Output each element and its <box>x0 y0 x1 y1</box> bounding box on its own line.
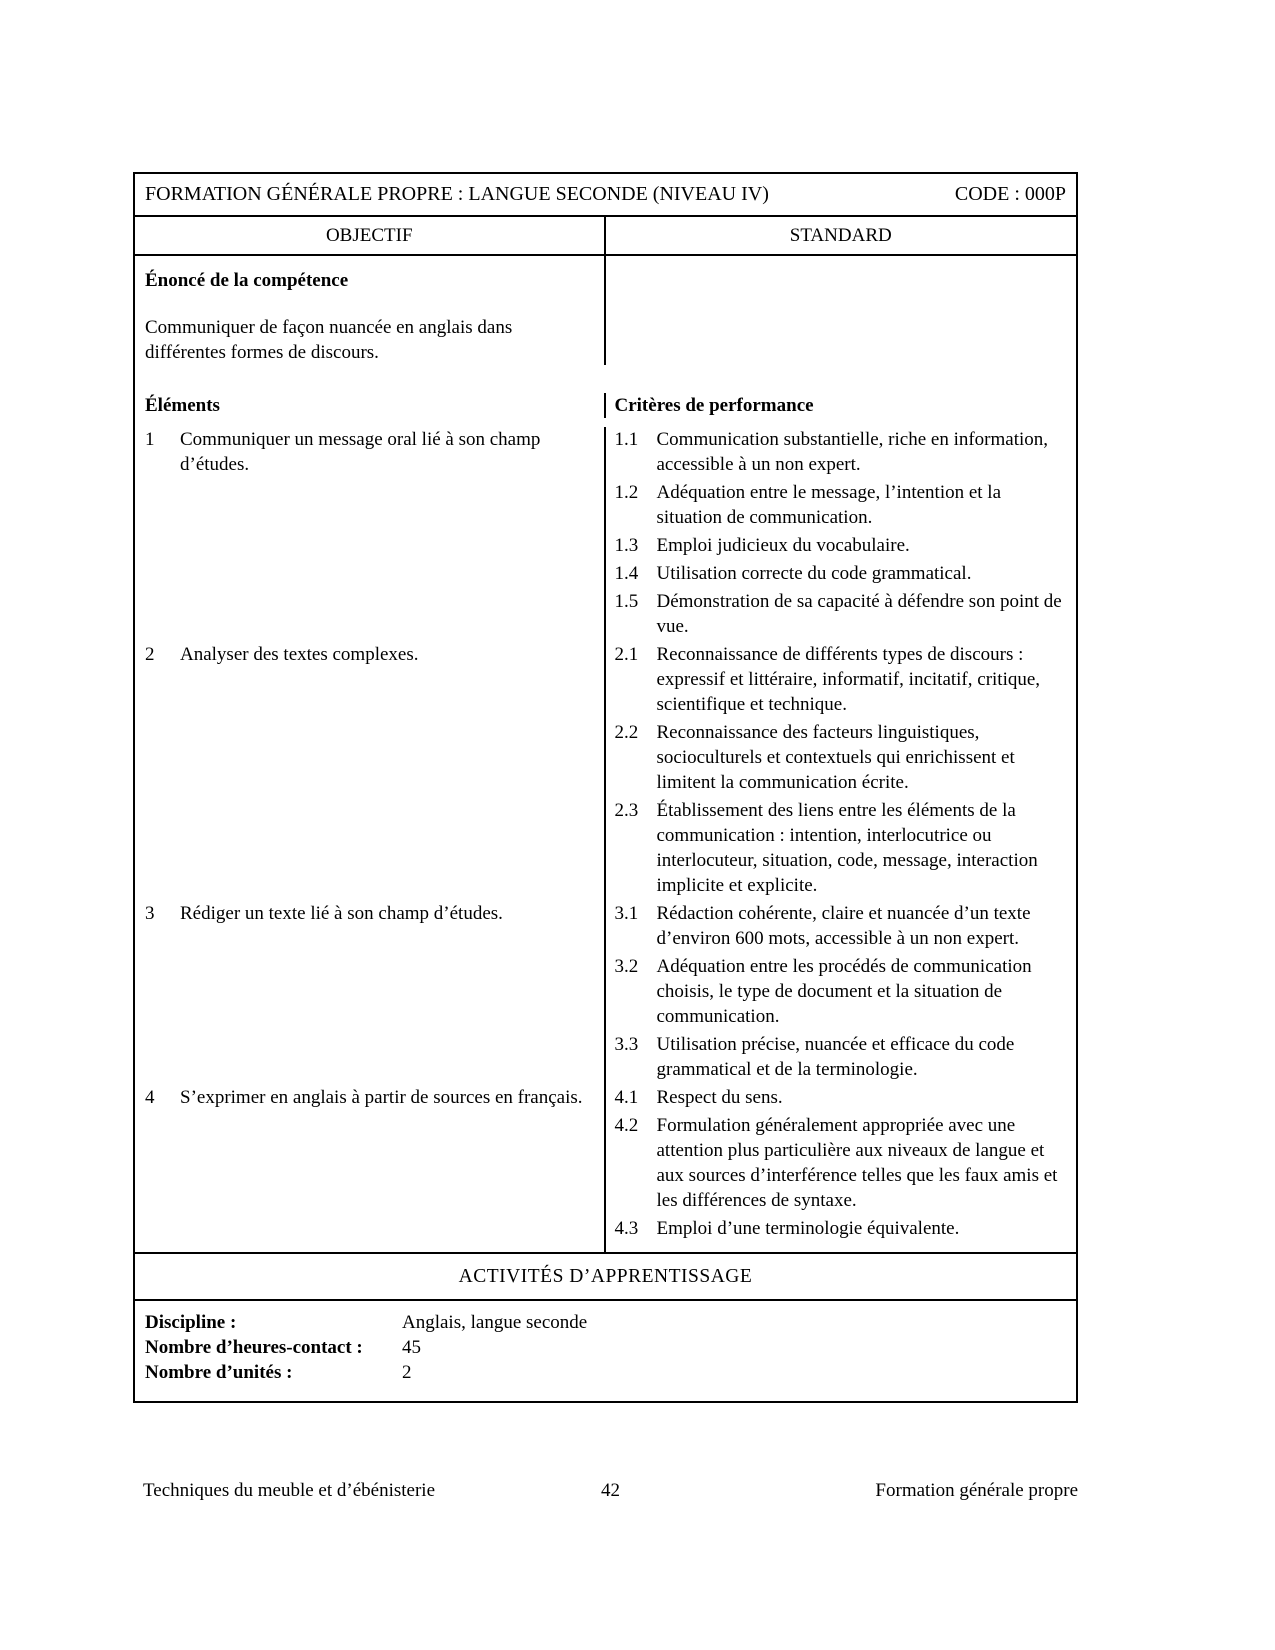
enonce-empty-cell <box>606 256 1077 365</box>
criteres-header-cell <box>606 393 1077 418</box>
criterion-item <box>615 798 1065 898</box>
element-number: 2 <box>145 644 155 665</box>
element-row-1 <box>135 427 1076 642</box>
element-number: 1 <box>145 429 155 450</box>
detail-row-heures <box>145 1335 1066 1360</box>
criterion-text: Emploi d’une terminologie équivalente. <box>656 1218 960 1239</box>
criterion-number: 1.2 <box>614 482 639 503</box>
element-text: S’exprimer en anglais à partir de sources en français. <box>180 1087 583 1108</box>
criterion-number: 2.1 <box>614 644 639 665</box>
footer-page-number: 42 <box>601 1480 620 1501</box>
table-body <box>135 256 1076 1252</box>
element-text: Analyser des textes complexes. <box>180 644 419 665</box>
detail-label: Nombre d’unités : <box>145 1362 293 1383</box>
element-item <box>145 642 590 667</box>
standard-cell <box>606 642 1077 901</box>
objectif-cell <box>135 427 606 642</box>
detail-value: 45 <box>402 1337 421 1358</box>
standard-cell <box>606 1085 1077 1252</box>
criterion-number: 2.2 <box>614 722 639 743</box>
criterion-number: 3.1 <box>614 903 639 924</box>
standard-cell <box>606 901 1077 1085</box>
detail-value: 2 <box>402 1362 412 1383</box>
criterion-number: 4.1 <box>614 1087 639 1108</box>
criterion-text: Reconnaissance de différents types de discours : expressif et littéraire, informatif, incitatif, critique, scientifique et technique. <box>656 644 1041 715</box>
criterion-item <box>615 427 1065 477</box>
criterion-number: 4.2 <box>614 1115 639 1136</box>
detail-label: Nombre d’heures-contact : <box>145 1337 363 1358</box>
detail-label: Discipline : <box>145 1312 237 1333</box>
elements-title: Éléments <box>145 395 220 416</box>
footer-program: Techniques du meuble et d’ébénisterie <box>143 1480 436 1501</box>
enonce-cell <box>135 256 606 365</box>
objectif-column-header: OBJECTIF <box>135 217 606 254</box>
enonce-title: Énoncé de la compétence <box>145 270 349 291</box>
criterion-item <box>615 1032 1065 1082</box>
footer-section: Formation générale propre <box>875 1480 1079 1501</box>
document-code: CODE : 000P <box>954 183 1066 205</box>
element-number: 4 <box>145 1087 155 1108</box>
criterion-item <box>615 720 1065 795</box>
element-text: Rédiger un texte lié à son champ d’études. <box>180 903 503 924</box>
element-number: 3 <box>145 903 155 924</box>
criterion-text: Utilisation correcte du code grammatical. <box>656 563 972 584</box>
criterion-item <box>615 901 1065 951</box>
criterion-item <box>615 561 1065 586</box>
criterion-item <box>615 1085 1065 1110</box>
table-title-row <box>135 174 1076 217</box>
column-headers <box>135 217 1076 256</box>
element-item <box>145 1085 590 1110</box>
activities-details <box>135 1301 1076 1401</box>
criterion-text: Respect du sens. <box>656 1087 783 1108</box>
element-row-2 <box>135 642 1076 901</box>
element-row-3 <box>135 901 1076 1085</box>
criteres-title: Critères de performance <box>614 395 814 416</box>
activities-title: ACTIVITÉS D’APPRENTISSAGE <box>458 1266 753 1287</box>
element-row-4 <box>135 1085 1076 1252</box>
criterion-text: Adéquation entre les procédés de communication choisis, le type de document et la situation de communication. <box>656 956 1032 1027</box>
elements-header-cell <box>135 393 606 418</box>
criterion-text: Communication substantielle, riche en information, accessible à un non expert. <box>656 429 1049 475</box>
activities-header <box>135 1252 1076 1301</box>
objectif-cell <box>135 642 606 901</box>
criterion-item <box>615 642 1065 717</box>
detail-value: Anglais, langue seconde <box>402 1312 588 1333</box>
criterion-number: 1.1 <box>614 429 639 450</box>
criterion-text: Formulation généralement appropriée avec une attention plus particulière aux niveaux de langue et aux sources d’interférence telles que les faux amis et les différences de syntaxe. <box>656 1115 1058 1211</box>
criterion-text: Emploi judicieux du vocabulaire. <box>656 535 910 556</box>
criterion-text: Utilisation précise, nuancée et efficace du code grammatical et de la terminologie. <box>656 1034 1015 1080</box>
criterion-item <box>615 480 1065 530</box>
element-item <box>145 427 590 477</box>
criterion-item <box>615 1216 1065 1241</box>
standard-column-header: STANDARD <box>789 225 892 246</box>
criterion-number: 2.3 <box>614 800 639 821</box>
criterion-number: 1.5 <box>614 591 639 612</box>
criterion-number: 4.3 <box>614 1218 639 1239</box>
criterion-item <box>615 1113 1065 1213</box>
enonce-row <box>135 256 1076 365</box>
element-text: Communiquer un message oral lié à son champ d’études. <box>180 429 541 475</box>
page-footer <box>133 1478 1078 1503</box>
enonce-text: Communiquer de façon nuancée en anglais dans différentes formes de discours. <box>145 317 513 363</box>
competency-table <box>133 172 1078 1403</box>
criterion-number: 1.3 <box>614 535 639 556</box>
criterion-item <box>615 533 1065 558</box>
element-item <box>145 901 590 926</box>
criterion-number: 3.2 <box>614 956 639 977</box>
objectif-cell <box>135 901 606 1085</box>
standard-cell <box>606 427 1077 642</box>
criterion-number: 1.4 <box>614 563 639 584</box>
section-headers-row <box>135 393 1076 418</box>
criterion-number: 3.3 <box>614 1034 639 1055</box>
document-title: FORMATION GÉNÉRALE PROPRE : LANGUE SECONDE (NIVEAU IV) <box>145 183 769 205</box>
detail-row-discipline <box>145 1310 1066 1335</box>
criterion-item <box>615 954 1065 1029</box>
criterion-item <box>615 589 1065 639</box>
criterion-text: Adéquation entre le message, l’intention et la situation de communication. <box>656 482 1002 528</box>
criterion-text: Établissement des liens entre les éléments de la communication : intention, interlocutrice ou interlocuteur, situation, code, message, interaction implicite et explicite. <box>656 800 1038 896</box>
detail-row-unites <box>145 1360 1066 1385</box>
criterion-text: Démonstration de sa capacité à défendre son point de vue. <box>656 591 1062 637</box>
objectif-cell <box>135 1085 606 1252</box>
criterion-text: Reconnaissance des facteurs linguistiques, socioculturels et contextuels qui enrichissent et limitent la communication écrite. <box>656 722 1015 793</box>
criterion-text: Rédaction cohérente, claire et nuancée d’un texte d’environ 600 mots, accessible à un non expert. <box>656 903 1031 949</box>
